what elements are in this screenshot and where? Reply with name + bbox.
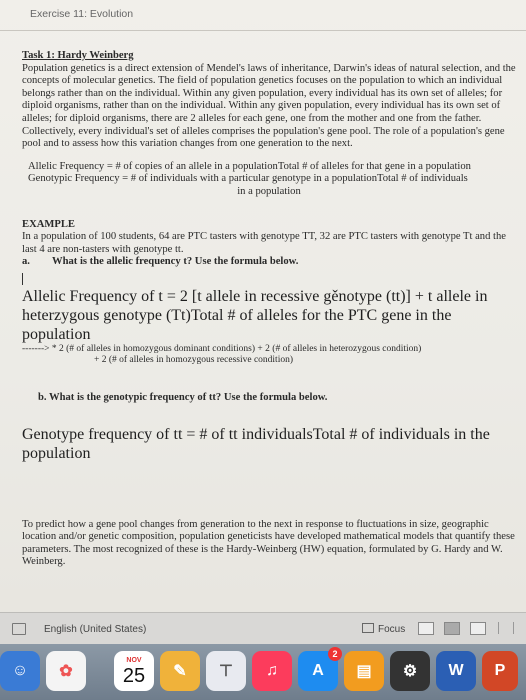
focus-icon	[362, 623, 374, 633]
notes-icon[interactable]: ✎	[160, 651, 200, 691]
example-text: In a population of 100 students, 64 are PTC tasters with genotype TT, 32 are PTC tasters with genotype Tt and the last 4 are non-tasters with genotype tt.	[22, 231, 506, 255]
allelic-formula: Allelic Frequency = # of copies of an allele in a populationTotal # of alleles for that gene in a population	[28, 160, 471, 172]
task-paragraph: Population genetics is a direct extension of Mendel's laws of inheritance, Darwin's ideas of natural selection, and the concepts of molecular genetics. The field of population genetics focuses on the population to which an individual belongs rather than on the individual. Within any given population, every individual has its own set of alleles; for diploid organisms, rather than on the individual. Within any given population, every individual has its own set of alleles; for diploid organisms, there are 2 alleles for each gene, one from the mother and one from the father. Collectively, every individual's set of alleles comprises the population's gene pool. The role of a population's gene pool and to assess how this variation changes from one generation to the next.	[22, 62, 516, 150]
calendar-icon[interactable]	[114, 651, 154, 691]
formulas	[22, 161, 516, 199]
proofing-icon[interactable]	[12, 623, 26, 635]
app-store-badge: 2	[328, 647, 342, 661]
text-cursor	[22, 273, 23, 285]
task-title: Task 1: Hardy Weinberg	[22, 50, 134, 61]
system-preferences-icon[interactable]: ⚙	[390, 651, 430, 691]
web-layout-icon[interactable]	[470, 622, 486, 635]
app-store-icon[interactable]: A 2	[298, 651, 338, 691]
answer-a-note	[22, 344, 516, 366]
calendar-month: NOV	[126, 656, 142, 664]
question-a	[22, 256, 516, 269]
question-a-label: a.	[22, 256, 30, 268]
question-a-text: What is the allelic frequency t? Use the formula below.	[52, 256, 299, 268]
preview-icon[interactable]: ⊤	[206, 651, 246, 691]
genotypic-formula-cont: in a population	[237, 185, 301, 197]
answer-a-line2: heterzygous genotype (Tt)Total # of alleles for the PTC gene in the	[22, 306, 452, 324]
focus-label: Focus	[378, 624, 406, 635]
language-indicator[interactable]: English (United States)	[44, 624, 147, 635]
view-switcher	[418, 622, 486, 635]
word-icon[interactable]: W	[436, 651, 476, 691]
powerpoint-icon[interactable]: P	[482, 651, 518, 691]
prediction-paragraph: To predict how a gene pool changes from generation to the next in response to fluctuations in size, geographic location and/or genetic composition, population geneticists have developed mathematical models that quantify these parameters. The most recognized of these is the Hardy-Weinberg (HW) equation, formulated by G. Hardy and W. Weinberg.	[22, 518, 515, 568]
music-icon[interactable]: ♫	[252, 651, 292, 691]
zoom-icon[interactable]	[498, 622, 514, 634]
books-icon[interactable]: ▤	[344, 651, 384, 691]
dock	[0, 644, 526, 700]
status-bar	[0, 612, 526, 645]
note-line2: + 2 (# of alleles in homozygous recessive condition)	[94, 354, 294, 365]
photos-icon[interactable]: ✿	[46, 651, 86, 691]
finder-icon[interactable]: ☺	[0, 651, 40, 691]
example-title: EXAMPLE	[22, 218, 75, 230]
note-line1: -------> * 2 (# of alleles in homozygous dominant conditions) + 2 (# of alleles in heterozygous condition)	[22, 343, 422, 354]
question-b: b. What is the genotypic frequency of tt? Use the formula below.	[38, 391, 328, 403]
calendar-day: 25	[122, 664, 146, 687]
genotypic-formula: Genotypic Frequency = # of individuals with a particular genotype in a populationTotal # of individuals	[28, 173, 468, 185]
read-mode-icon[interactable]	[418, 622, 434, 635]
header-divider	[0, 30, 526, 31]
document-content	[22, 50, 516, 569]
answer-a[interactable]	[22, 287, 516, 344]
focus-button[interactable]	[362, 623, 405, 635]
answer-b[interactable]: Genotype frequency of tt = # of tt individualsTotal # of individuals in the population	[22, 425, 490, 462]
answer-a-line3: population	[22, 325, 91, 343]
page-header: Exercise 11: Evolution	[30, 8, 134, 20]
answer-a-line1: Allelic Frequency of t = 2 [t allele in recessive gěnotype (tt)] + t allele in	[22, 287, 488, 305]
print-layout-icon[interactable]	[444, 622, 460, 635]
